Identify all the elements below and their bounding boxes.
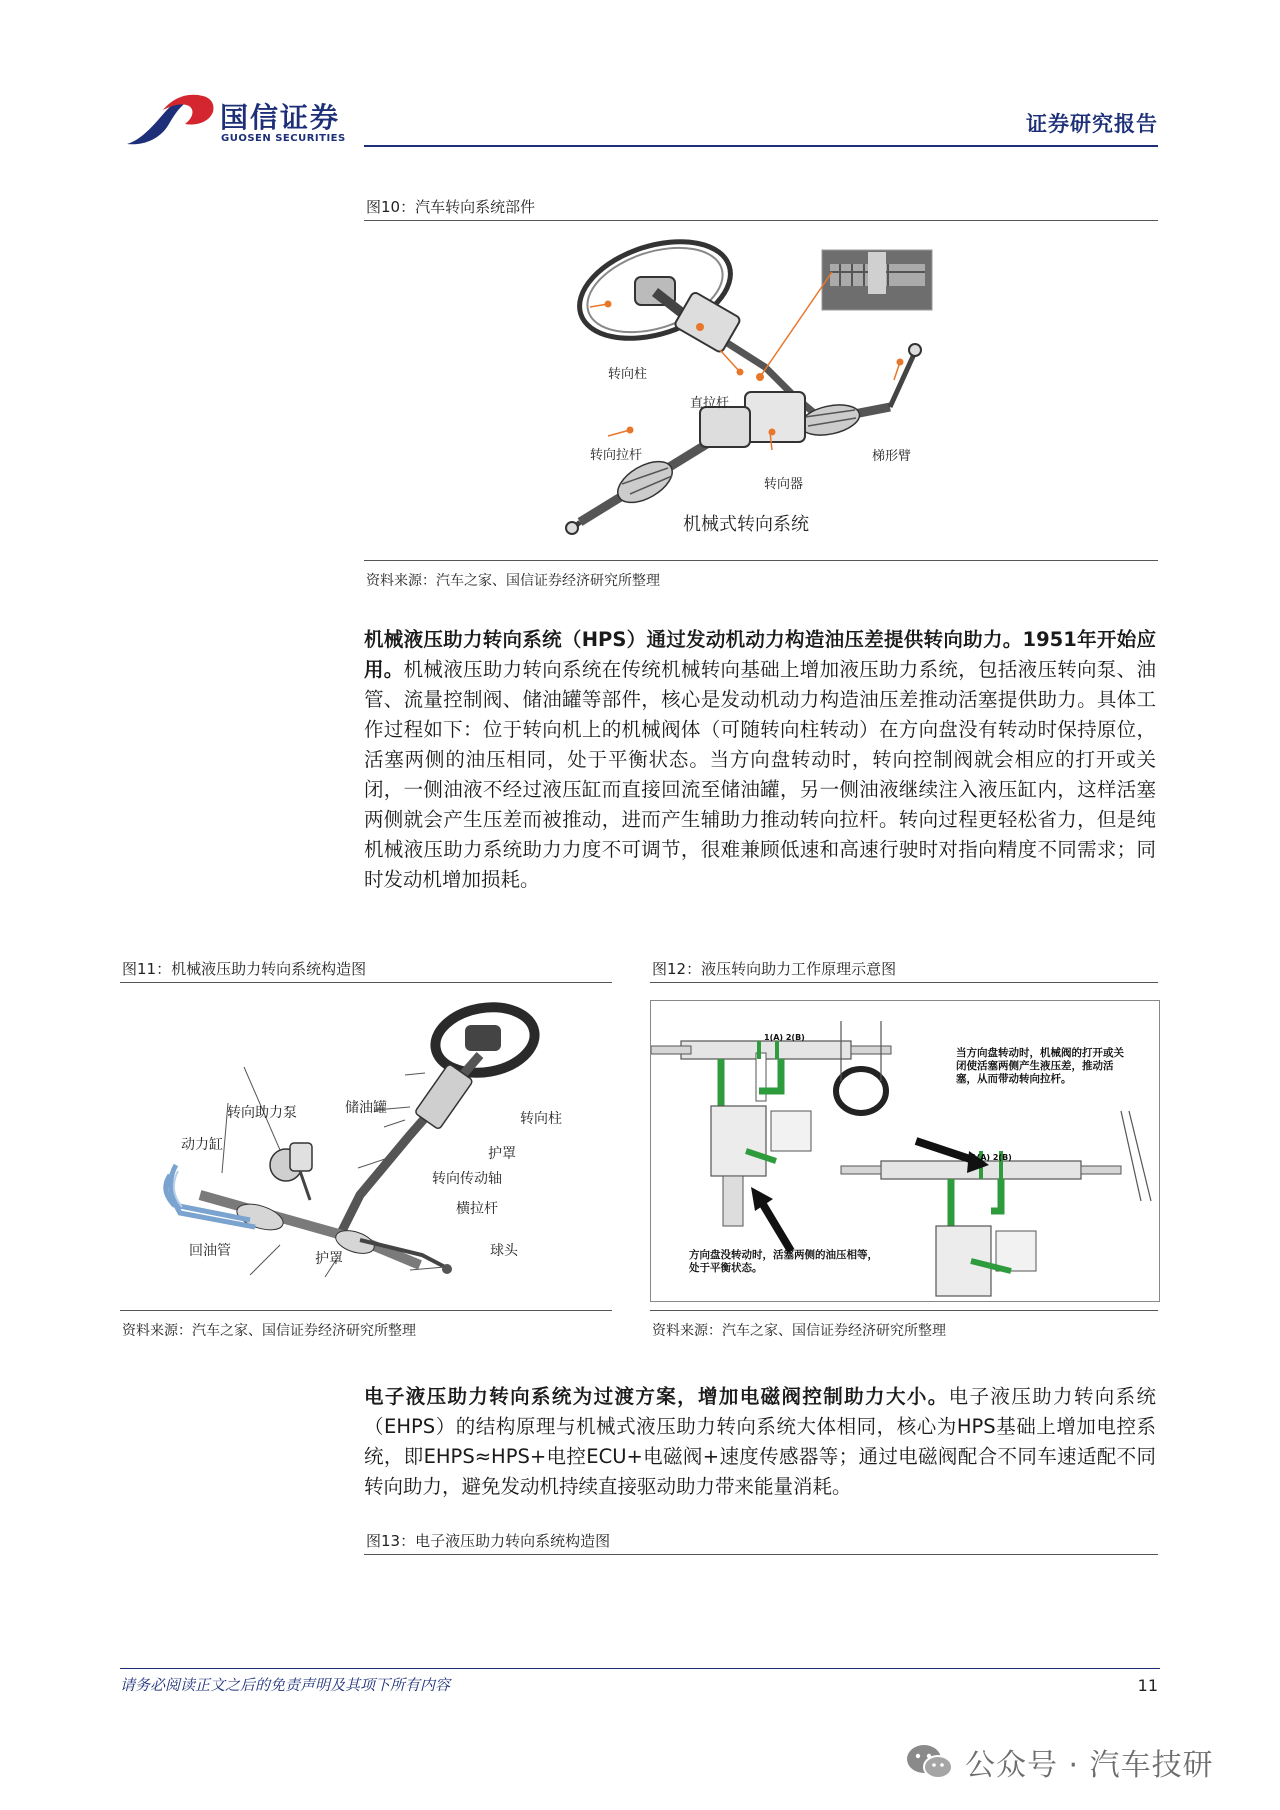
fig11-top-rule [120,982,612,983]
fig11-label-shaft: 转向传动轴 [432,1171,502,1187]
fig10-title: 图10：汽车转向系统部件 [366,198,536,216]
fig11-label-column: 转向柱 [520,1111,562,1127]
guosen-logo-icon [123,92,215,152]
page-number: 11 [1137,1676,1158,1695]
fig11-label-reservoir: 储油罐 [345,1100,387,1116]
fig11-diagram [160,995,580,1295]
fig11-title: 图11：机械液压助力转向系统构造图 [122,960,367,978]
page-header [0,0,1280,160]
fig12-note-turning: 当方向盘转动时，机械阀的打开或关闭使活塞两侧产生液压差，推动活塞，从而带动转向拉杆。 [956,1047,1124,1085]
wechat-icon [905,1742,955,1782]
fig12-port-label-upper: 1(A) 2(B) [764,1033,805,1042]
fig10-diagram [560,232,960,550]
fig12-port-label-lower: 1(A) 2(B) [971,1153,1012,1162]
paragraph-ehps-body: 电子液压助力转向系统（EHPS）的结构原理与机械式液压助力转向系统大体相同，核心为HPS基础上增加电控系统，即EHPS≈HPS+电控ECU+电磁阀+速度传感器等；通过电磁阀配合不同车速适配不同转向助力，避免发动机持续直接驱动助力带来能量消耗。 [364,1385,1156,1498]
paragraph-hps-lead: 机械液压助力转向系统（HPS）通过发动机动力构造油压差提供转向助力。1951年开始应用。 [364,628,1156,681]
fig10-label-trapezoid-arm: 梯形臂 [872,449,912,464]
paragraph-hps [364,625,1156,895]
fig10-label-drag-link: 直拉杆 [690,396,730,411]
mechanical-steering-illustration [560,232,960,550]
logo-text-en: GUOSEN SECURITIES [221,133,346,144]
fig12-diagram [650,1000,1160,1302]
fig10-bottom-rule [364,560,1158,561]
fig11-source: 资料来源：汽车之家、国信证券经济研究所整理 [122,1323,416,1339]
fig13-title: 图13：电子液压助力转向系统构造图 [366,1532,611,1550]
header-divider [364,145,1158,147]
report-type-label: 证券研究报告 [1026,112,1158,136]
fig11-label-boot-upper: 护罩 [488,1146,516,1162]
fig11-label-cylinder: 动力缸 [181,1137,223,1153]
fig11-label-tie-rod: 横拉杆 [456,1201,498,1217]
fig11-bottom-rule [120,1310,612,1311]
paragraph-hps-body: 机械液压助力转向系统在传统机械转向基础上增加液压助力系统，包括液压转向泵、油管、流量控制阀、储油罐等部件，核心是发动机动力构造油压差推动活塞提供助力。具体工作过程如下：位于转向机上的机械阀体（可随转向柱转动）在方向盘没有转动时保持原位，活塞两侧的油压相同，处于平衡状态。当方向盘转动时，转向控制阀就会相应的打开或关闭，一侧油液不经过液压缸而直接回流至储油罐，另一侧油液继续注入液压缸内，这样活塞两侧就会产生压差而被推动，进而产生辅助力推动转向拉杆。转向过程更轻松省力，但是纯机械液压助力系统助力力度不可调节，很难兼顾低速和高速行驶时对指向精度不同需求；同时发动机增加损耗。 [364,658,1156,891]
fig10-caption: 机械式转向系统 [683,514,809,535]
fig10-label-tie-rod: 转向拉杆 [590,448,643,463]
fig10-top-rule [364,220,1158,221]
fig11-label-pump: 转向助力泵 [227,1105,297,1121]
fig10-source: 资料来源：汽车之家、国信证券经济研究所整理 [366,573,660,589]
fig11-label-boot-lower: 护罩 [315,1251,343,1267]
paragraph-ehps-lead: 电子液压助力转向系统为过渡方案，增加电磁阀控制助力大小。 [364,1385,949,1408]
fig12-note-still: 方向盘没转动时，活塞两侧的油压相等，处于平衡状态。 [689,1249,878,1274]
fig11-label-return-pipe: 回油管 [189,1243,231,1259]
fig12-top-rule [650,982,1158,983]
fig11-label-ball-joint: 球头 [490,1243,518,1259]
fig10-label-gear: 转向器 [764,477,804,492]
fig10-label-steering-column: 转向柱 [608,367,648,382]
footer-rule [120,1668,1160,1669]
fig12-title: 图12：液压转向助力工作原理示意图 [652,960,897,978]
logo-text-cn: 国信证券 [220,101,341,134]
fig12-bottom-rule [650,1310,1158,1311]
watermark-text: 公众号 · 汽车技研 [965,1748,1214,1783]
paragraph-ehps [364,1382,1156,1502]
fig13-top-rule [364,1554,1158,1555]
footer-disclaimer: 请务必阅读正文之后的免责声明及其项下所有内容 [120,1676,451,1694]
watermark [905,1740,1214,1784]
fig12-source: 资料来源：汽车之家、国信证券经济研究所整理 [652,1323,946,1339]
